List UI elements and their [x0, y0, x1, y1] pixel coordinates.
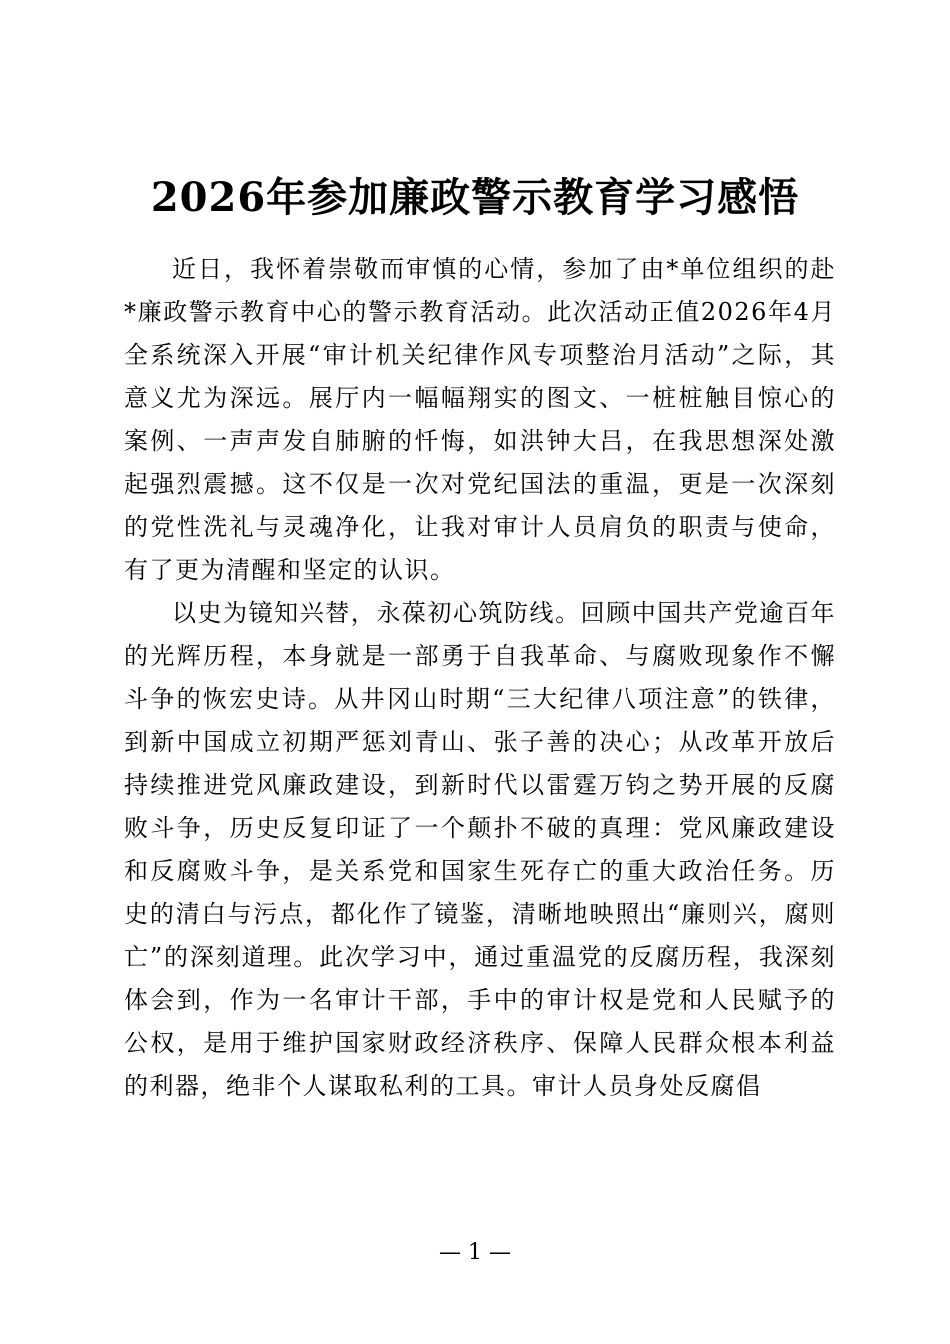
page-number: — 1 —: [439, 1240, 511, 1265]
paragraph-1: 近日，我怀着崇敬而审慎的心情，参加了由*单位组织的赴*廉政警示教育中心的警示教育活动。此次活动正值2026年4月全系统深入开展“审计机关纪律作风专项整治月活动”之际，其意义尤为深远。展厅内一幅幅翔实的图文、一桩桩触目惊心的案例、一声声发自肺腑的忏悔，如洪钟大吕，在我思想深处激起强烈震撼。这不仅是一次对党纪国法的重温，更是一次深刻的党性洗礼与灵魂净化，让我对审计人员肩负的职责与使命，有了更为清醒和坚定的认识。: [124, 255, 836, 584]
paragraph-2: 以史为镜知兴替，永葆初心筑防线。回顾中国共产党逾百年的光辉历程，本身就是一部勇于自我革命、与腐败现象作不懈斗争的恢宏史诗。从井冈山时期“三大纪律八项注意”的铁律，到新中国成立初期严惩刘青山、张子善的决心；从改革开放后持续推进党风廉政建设，到新时代以雷霆万钧之势开展的反腐败斗争，历史反复印证了一个颠扑不破的真理：党风廉政建设和反腐败斗争，是关系党和国家生死存亡的重大政治任务。历史的清白与污点，都化作了镜鉴，清晰地映照出“廉则兴，腐则亡”的深刻道理。此次学习中，通过重温党的反腐历程，我深刻体会到，作为一名审计干部，手中的审计权是党和人民赋予的公权，是用于维护国家财政经济秩序、保障人民群众根本利益的利器，绝非个人谋取私利的工具。审计人员身处反腐倡: [124, 599, 836, 1100]
document-body: [124, 248, 836, 1108]
document-title: 2026年参加廉政警示教育学习感悟: [150, 174, 800, 221]
